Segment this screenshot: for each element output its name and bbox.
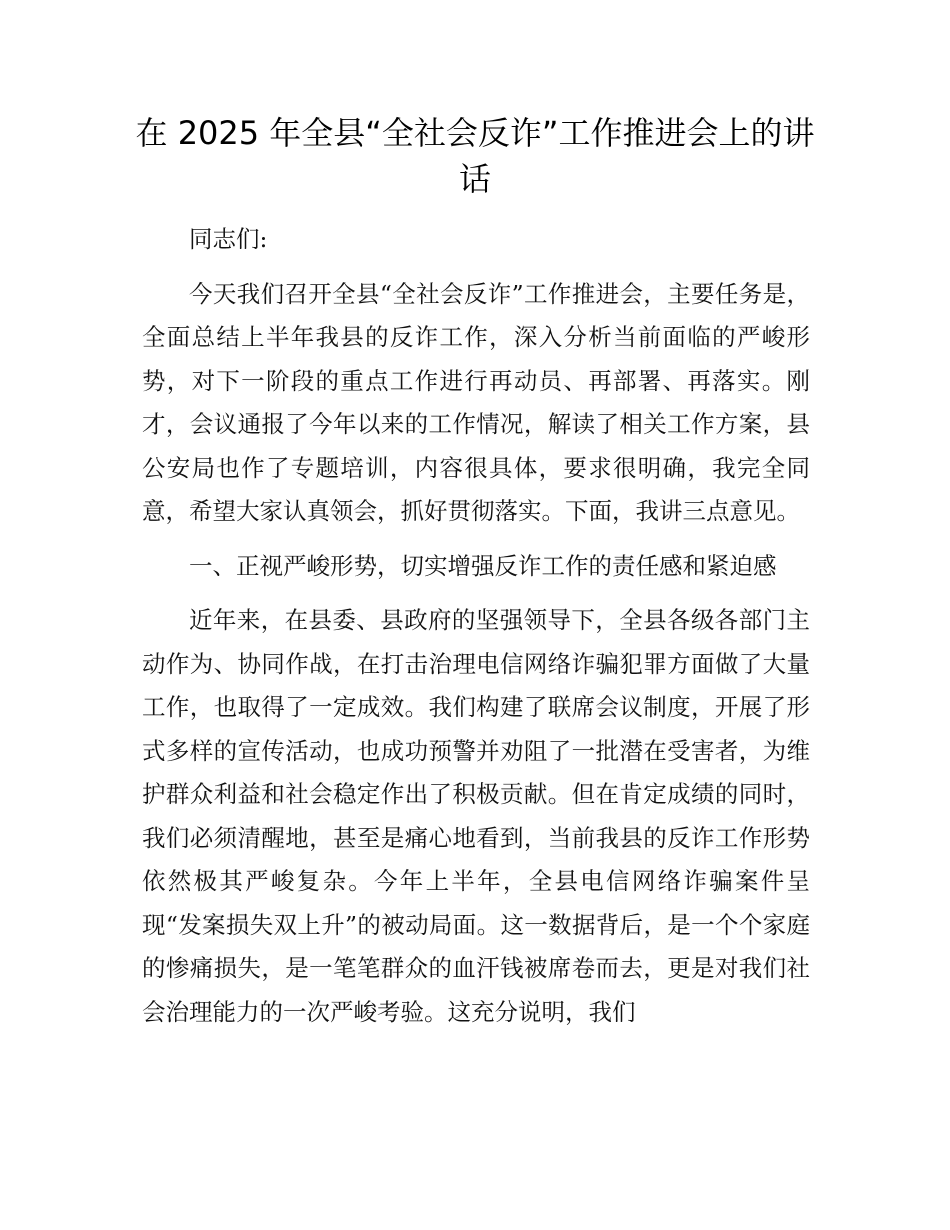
section-heading-1: 一、正视严峻形势，切实增强反诈工作的责任感和紧迫感 [189, 551, 777, 580]
salutation: 同志们: [189, 225, 268, 253]
document-title: 在 2025 年全县“全社会反诈”工作推进会上的讲话 [135, 114, 815, 198]
paragraph-intro: 今天我们召开全县“全社会反诈”工作推进会，主要任务是，全面总结上半年我县的反诈工作，深入分析当前面临的严峻形势，对下一阶段的重点工作进行再动员、再部署、再落实。刚才，会议通报了今年以来的工作情况，解读了相关工作方案，县公安局也作了专题培训，内容很具体，要求很明确，我完全同意，希望大家认真领会，抓好贯彻落实。下面，我讲三点意见。 [142, 279, 810, 525]
document-body [142, 218, 810, 1045]
paragraph-situation: 近年来，在县委、县政府的坚强领导下，全县各级各部门主动作为、协同作战，在打击治理电信网络诈骗犯罪方面做了大量工作，也取得了一定成效。我们构建了联席会议制度，开展了形式多样的宣传活动，也成功预警并劝阻了一批潜在受害者，为维护群众利益和社会稳定作出了积极贡献。但在肯定成绩的同时，我们必须清醒地，甚至是痛心地看到，当前我县的反诈工作形势依然极其严峻复杂。今年上半年，全县电信网络诈骗案件呈现“发案损失双上升”的被动局面。这一数据背后，是一个个家庭的惨痛损失，是一笔笔群众的血汗钱被席卷而去，更是对我们社会治理能力的一次严峻考验。这充分说明，我们 [142, 606, 810, 1026]
